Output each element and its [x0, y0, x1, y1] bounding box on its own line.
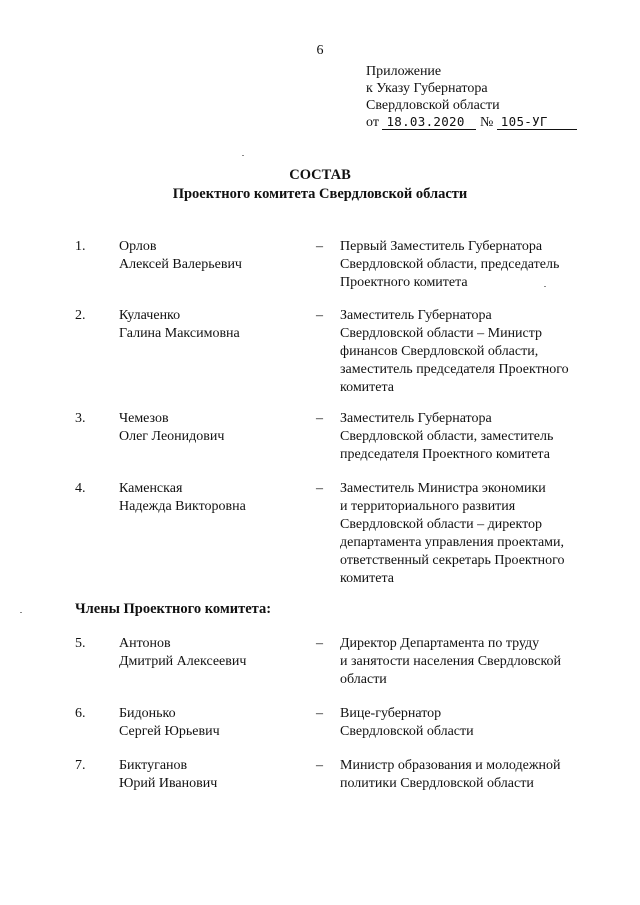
scan-speck: [242, 155, 244, 156]
decree-date: 18.03.2020: [382, 115, 476, 130]
member-given-name: Олег Леонидович: [119, 429, 225, 444]
member-given-name: Дмитрий Алексеевич: [119, 654, 247, 669]
item-number: 6.: [75, 706, 86, 721]
role-line: Свердловской области, председатель: [340, 257, 560, 272]
appendix-date-line: [366, 114, 616, 131]
appendix-line-2: к Указу Губернатора: [366, 81, 488, 96]
dash: –: [316, 308, 323, 323]
appendix-line-3: Свердловской области: [366, 98, 500, 113]
role-line: Министр образования и молодежной: [340, 758, 561, 773]
member-name: [119, 757, 309, 793]
role-line: комитета: [340, 571, 395, 586]
role-line: заместитель председателя Проектного: [340, 362, 569, 377]
role-line: Проектного комитета: [340, 275, 468, 290]
member-role: [340, 307, 598, 397]
member-given-name: Надежда Викторовна: [119, 499, 246, 514]
member-name: [119, 705, 309, 741]
appendix-line-1: Приложение: [366, 64, 442, 79]
role-line: финансов Свердловской области,: [340, 344, 539, 359]
item-number: 1.: [75, 239, 86, 254]
member-role: [340, 705, 598, 741]
role-line: области: [340, 672, 387, 687]
date-prefix: от: [366, 115, 379, 130]
role-line: председателя Проектного комитета: [340, 447, 550, 462]
role-line: Свердловской области, заместитель: [340, 429, 554, 444]
member-name: [119, 635, 309, 671]
item-number: 3.: [75, 411, 86, 426]
member-given-name: Юрий Иванович: [119, 776, 218, 791]
appendix-block: [366, 63, 616, 131]
role-line: и территориального развития: [340, 499, 516, 514]
role-line: комитета: [340, 380, 395, 395]
member-role: [340, 757, 598, 793]
role-line: Заместитель Министра экономики: [340, 481, 546, 496]
role-line: Свердловской области – Министр: [340, 326, 543, 341]
dash: –: [316, 481, 323, 496]
member-given-name: Сергей Юрьевич: [119, 724, 220, 739]
title-main: СОСТАВ: [289, 167, 351, 183]
member-name: [119, 410, 309, 446]
member-surname: Кулаченко: [119, 308, 181, 323]
scan-speck: [20, 612, 22, 613]
role-line: политики Свердловской области: [340, 776, 534, 791]
role-line: Вице-губернатор: [340, 706, 442, 721]
member-name: [119, 480, 309, 516]
member-role: [340, 410, 598, 464]
scan-speck: [544, 286, 546, 287]
role-line: департамента управления проектами,: [340, 535, 565, 550]
member-name: [119, 307, 309, 343]
member-surname: Бидонько: [119, 706, 176, 721]
role-line: Директор Департамента по труду: [340, 636, 540, 651]
member-role: [340, 635, 598, 689]
member-role: [340, 480, 598, 588]
member-surname: Каменская: [119, 481, 183, 496]
members-heading: Члены Проектного комитета:: [75, 601, 272, 617]
dash: –: [316, 636, 323, 651]
dash: –: [316, 411, 323, 426]
item-number: 5.: [75, 636, 86, 651]
role-line: Заместитель Губернатора: [340, 411, 492, 426]
member-role: [340, 238, 598, 292]
role-line: и занятости населения Свердловской: [340, 654, 562, 669]
role-line: ответственный секретарь Проектного: [340, 553, 565, 568]
member-name: [119, 238, 309, 274]
member-given-name: Алексей Валерьевич: [119, 257, 242, 272]
number-prefix: №: [479, 115, 494, 130]
member-given-name: Галина Максимовна: [119, 326, 240, 341]
role-line: Свердловской области: [340, 724, 474, 739]
item-number: 2.: [75, 308, 86, 323]
dash: –: [316, 239, 323, 254]
member-surname: Чемезов: [119, 411, 169, 426]
item-number: 7.: [75, 758, 86, 773]
dash: –: [316, 758, 323, 773]
role-line: Заместитель Губернатора: [340, 308, 492, 323]
document-title: [0, 166, 640, 204]
dash: –: [316, 706, 323, 721]
title-sub: Проектного комитета Свердловской области: [172, 186, 468, 202]
role-line: Свердловской области – директор: [340, 517, 543, 532]
role-line: Первый Заместитель Губернатора: [340, 239, 543, 254]
member-surname: Антонов: [119, 636, 171, 651]
item-number: 4.: [75, 481, 86, 496]
page-number: 6: [316, 43, 324, 58]
member-surname: Биктуганов: [119, 758, 188, 773]
decree-number: 105-УГ: [497, 115, 577, 130]
member-surname: Орлов: [119, 239, 157, 254]
